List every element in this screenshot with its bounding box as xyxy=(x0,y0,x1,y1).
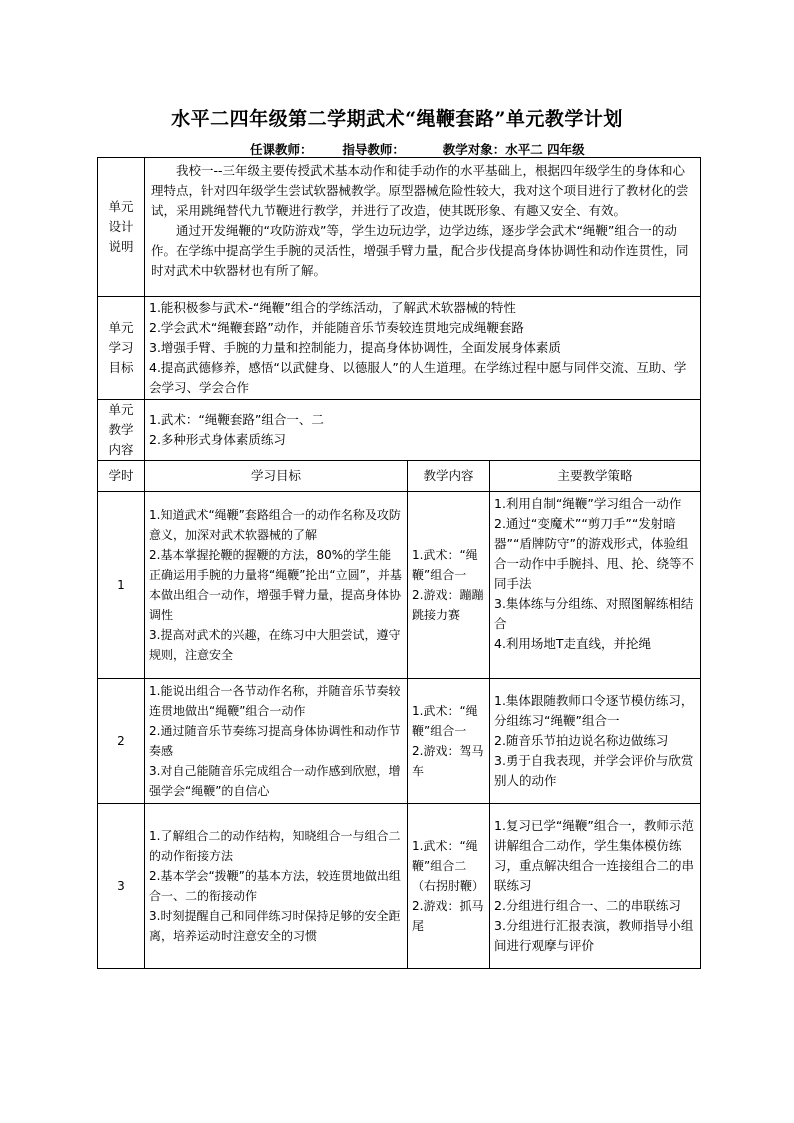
strategy-item: 2.分组进行组合一、二的串联练习 xyxy=(494,898,681,913)
content-row xyxy=(98,400,701,461)
objective-item: 3.提高对武术的兴趣，在练习中大胆尝试，遵守规则，注意安全 xyxy=(149,628,401,662)
objective-item: 2.基本掌握抡鞭的握鞭的方法，80%的学生能正确运用手腕的力量将“绳鞭”抡出“立圆”，并基本做出组合一动作，增强手臂力量，提高身体协调性 xyxy=(149,548,402,622)
objective-item: 1.知道武术“绳鞭”套路组合一的动作名称及攻防意义，加深对武术软器械的了解 xyxy=(149,508,401,542)
header-strategy: 主要教学策略 xyxy=(490,461,701,492)
content-item: 2.多种形式身体素质练习 xyxy=(149,432,286,447)
goal-item: 4.提高武德修养，感悟“以武健身、以德服人”的人生道理。在学练过程中愿与同伴交流、互助、学会学习、学会合作 xyxy=(149,360,687,395)
header-objective: 学习目标 xyxy=(145,461,408,492)
goal-item: 1.能积极参与武术-“绳鞭”组合的学练活动，了解武术软器械的特性 xyxy=(149,300,516,315)
content-item: 1.武术：“绳鞭”组合一 xyxy=(412,548,478,582)
content-item: 2.游戏：蹦蹦跳接力赛 xyxy=(412,588,484,622)
lesson-number: 2 xyxy=(98,679,145,804)
lesson-content xyxy=(408,804,490,969)
strategy-item: 1.利用自制“绳鞭”学习组合一动作 xyxy=(494,496,682,511)
strategy-item: 3.分组进行汇报表演，教师指导小组间进行观摩与评价 xyxy=(494,918,694,953)
strategy-item: 2.通过“变魔术”“剪刀手”“发射暗器”“盾牌防守”的游戏形式，体验组合一动作中手腕抖、甩、抡、绕等不同手法 xyxy=(494,516,695,591)
table-row xyxy=(98,492,701,679)
lesson-content xyxy=(408,492,490,679)
strategy-item: 4.利用场地T走直线，并抡绳 xyxy=(494,636,652,651)
design-paragraph-2: 通过开发绳鞭的“攻防游戏”等，学生边玩边学，边学边练，逐步学会武术“绳鞭”组合一的动作。在学练中提高学生手腕的灵活性，增强手臂力量，配合步伐提高身体协调性和动作连贯性，同时对武术中软器材也有所了解。 xyxy=(151,223,689,278)
lesson-number: 1 xyxy=(98,492,145,679)
teacher-label: 任课教师： xyxy=(250,142,313,157)
goals-text xyxy=(145,297,701,400)
objective-item: 1.了解组合二的动作结构，知晓组合一与组合二的动作衔接方法 xyxy=(149,829,401,863)
content-item: 1.武术：“绳鞭”组合一 xyxy=(412,704,478,738)
objective-item: 2.基本学会“拨鞭”的基本方法，较连贯地做出组合一、二的衔接动作 xyxy=(149,869,401,903)
lesson-objectives xyxy=(145,679,408,804)
strategy-item: 1.集体跟随教师口令逐节模仿练习，分组练习“绳鞭”组合一 xyxy=(494,693,694,728)
content-item: 1.武术：“绳鞭套路”组合一、二 xyxy=(149,412,324,427)
target-label: 教学对象：水平二 四年级 xyxy=(442,142,585,157)
strategy-item: 3.勇于自我表现，并学会评价与欣赏别人的动作 xyxy=(494,753,694,788)
strategy-item: 2.随音乐节拍边说名称边做练习 xyxy=(494,733,669,748)
lesson-strategy xyxy=(490,804,701,969)
subtitle-row xyxy=(250,140,585,158)
lesson-number: 3 xyxy=(98,804,145,969)
header-content: 教学内容 xyxy=(408,461,490,492)
goal-item: 3.增强手臂、手腕的力量和控制能力，提高身体协调性，全面发展身体素质 xyxy=(149,340,561,355)
design-label: 单元设计说明 xyxy=(98,158,145,297)
goal-item: 2.学会武术“绳鞭套路”动作，并能随音乐节奏较连贯地完成绳鞭套路 xyxy=(149,320,524,335)
page-title: 水平二四年级第二学期武术“绳鞭套路”单元教学计划 xyxy=(171,108,623,130)
lesson-objectives xyxy=(145,492,408,679)
goals-row xyxy=(98,297,701,400)
objective-item: 2.通过随音乐节奏练习提高身体协调性和动作节奏感 xyxy=(149,724,401,758)
content-item: 2.游戏：抓马尾 xyxy=(412,899,484,933)
guide-label: 指导教师： xyxy=(342,142,405,157)
content-label: 单元教学内容 xyxy=(98,400,145,461)
table-row xyxy=(98,679,701,804)
strategy-item: 1.复习已学“绳鞭”组合一，教师示范讲解组合二动作，学生集体模仿练习，重点解决组合一连接组合二的串联练习 xyxy=(494,818,695,893)
goals-label: 单元学习目标 xyxy=(98,297,145,400)
plan-table xyxy=(97,157,701,969)
design-text xyxy=(145,158,701,297)
objective-item: 1.能说出组合一各节动作名称，并随音乐节奏较连贯地做出“绳鞭”组合一动作 xyxy=(149,684,401,718)
lesson-header-row xyxy=(98,461,701,492)
lesson-strategy xyxy=(490,492,701,679)
lesson-objectives xyxy=(145,804,408,969)
strategy-item: 3.集体练与分组练、对照图解练相结合 xyxy=(494,596,694,631)
objective-item: 3.时刻提醒自己和同伴练习时保持足够的安全距离，培养运动时注意安全的习惯 xyxy=(149,909,401,943)
content-item: 2.游戏：驾马车 xyxy=(412,744,484,778)
lesson-content xyxy=(408,679,490,804)
lesson-strategy xyxy=(490,679,701,804)
header-hour: 学时 xyxy=(98,461,145,492)
content-text xyxy=(145,400,701,461)
objective-item: 3.对自己能随音乐完成组合一动作感到欣慰，增强学会“绳鞭”的自信心 xyxy=(149,764,401,798)
content-item: 1.武术：“绳鞭”组合二 （右拐肘鞭） xyxy=(412,839,485,893)
design-row xyxy=(98,158,701,297)
table-row xyxy=(98,804,701,969)
design-paragraph-1: 我校一--三年级主要传授武术基本动作和徒手动作的水平基础上，根据四年级学生的身体和心理特点，针对四年级学生尝试软器械教学。原型器械危险性较大，我对这个项目进行了教材化的尝试，采用跳绳替代九节鞭进行教学，并进行了改造，使其既形象、有趣又安全、有效。 xyxy=(151,163,689,218)
